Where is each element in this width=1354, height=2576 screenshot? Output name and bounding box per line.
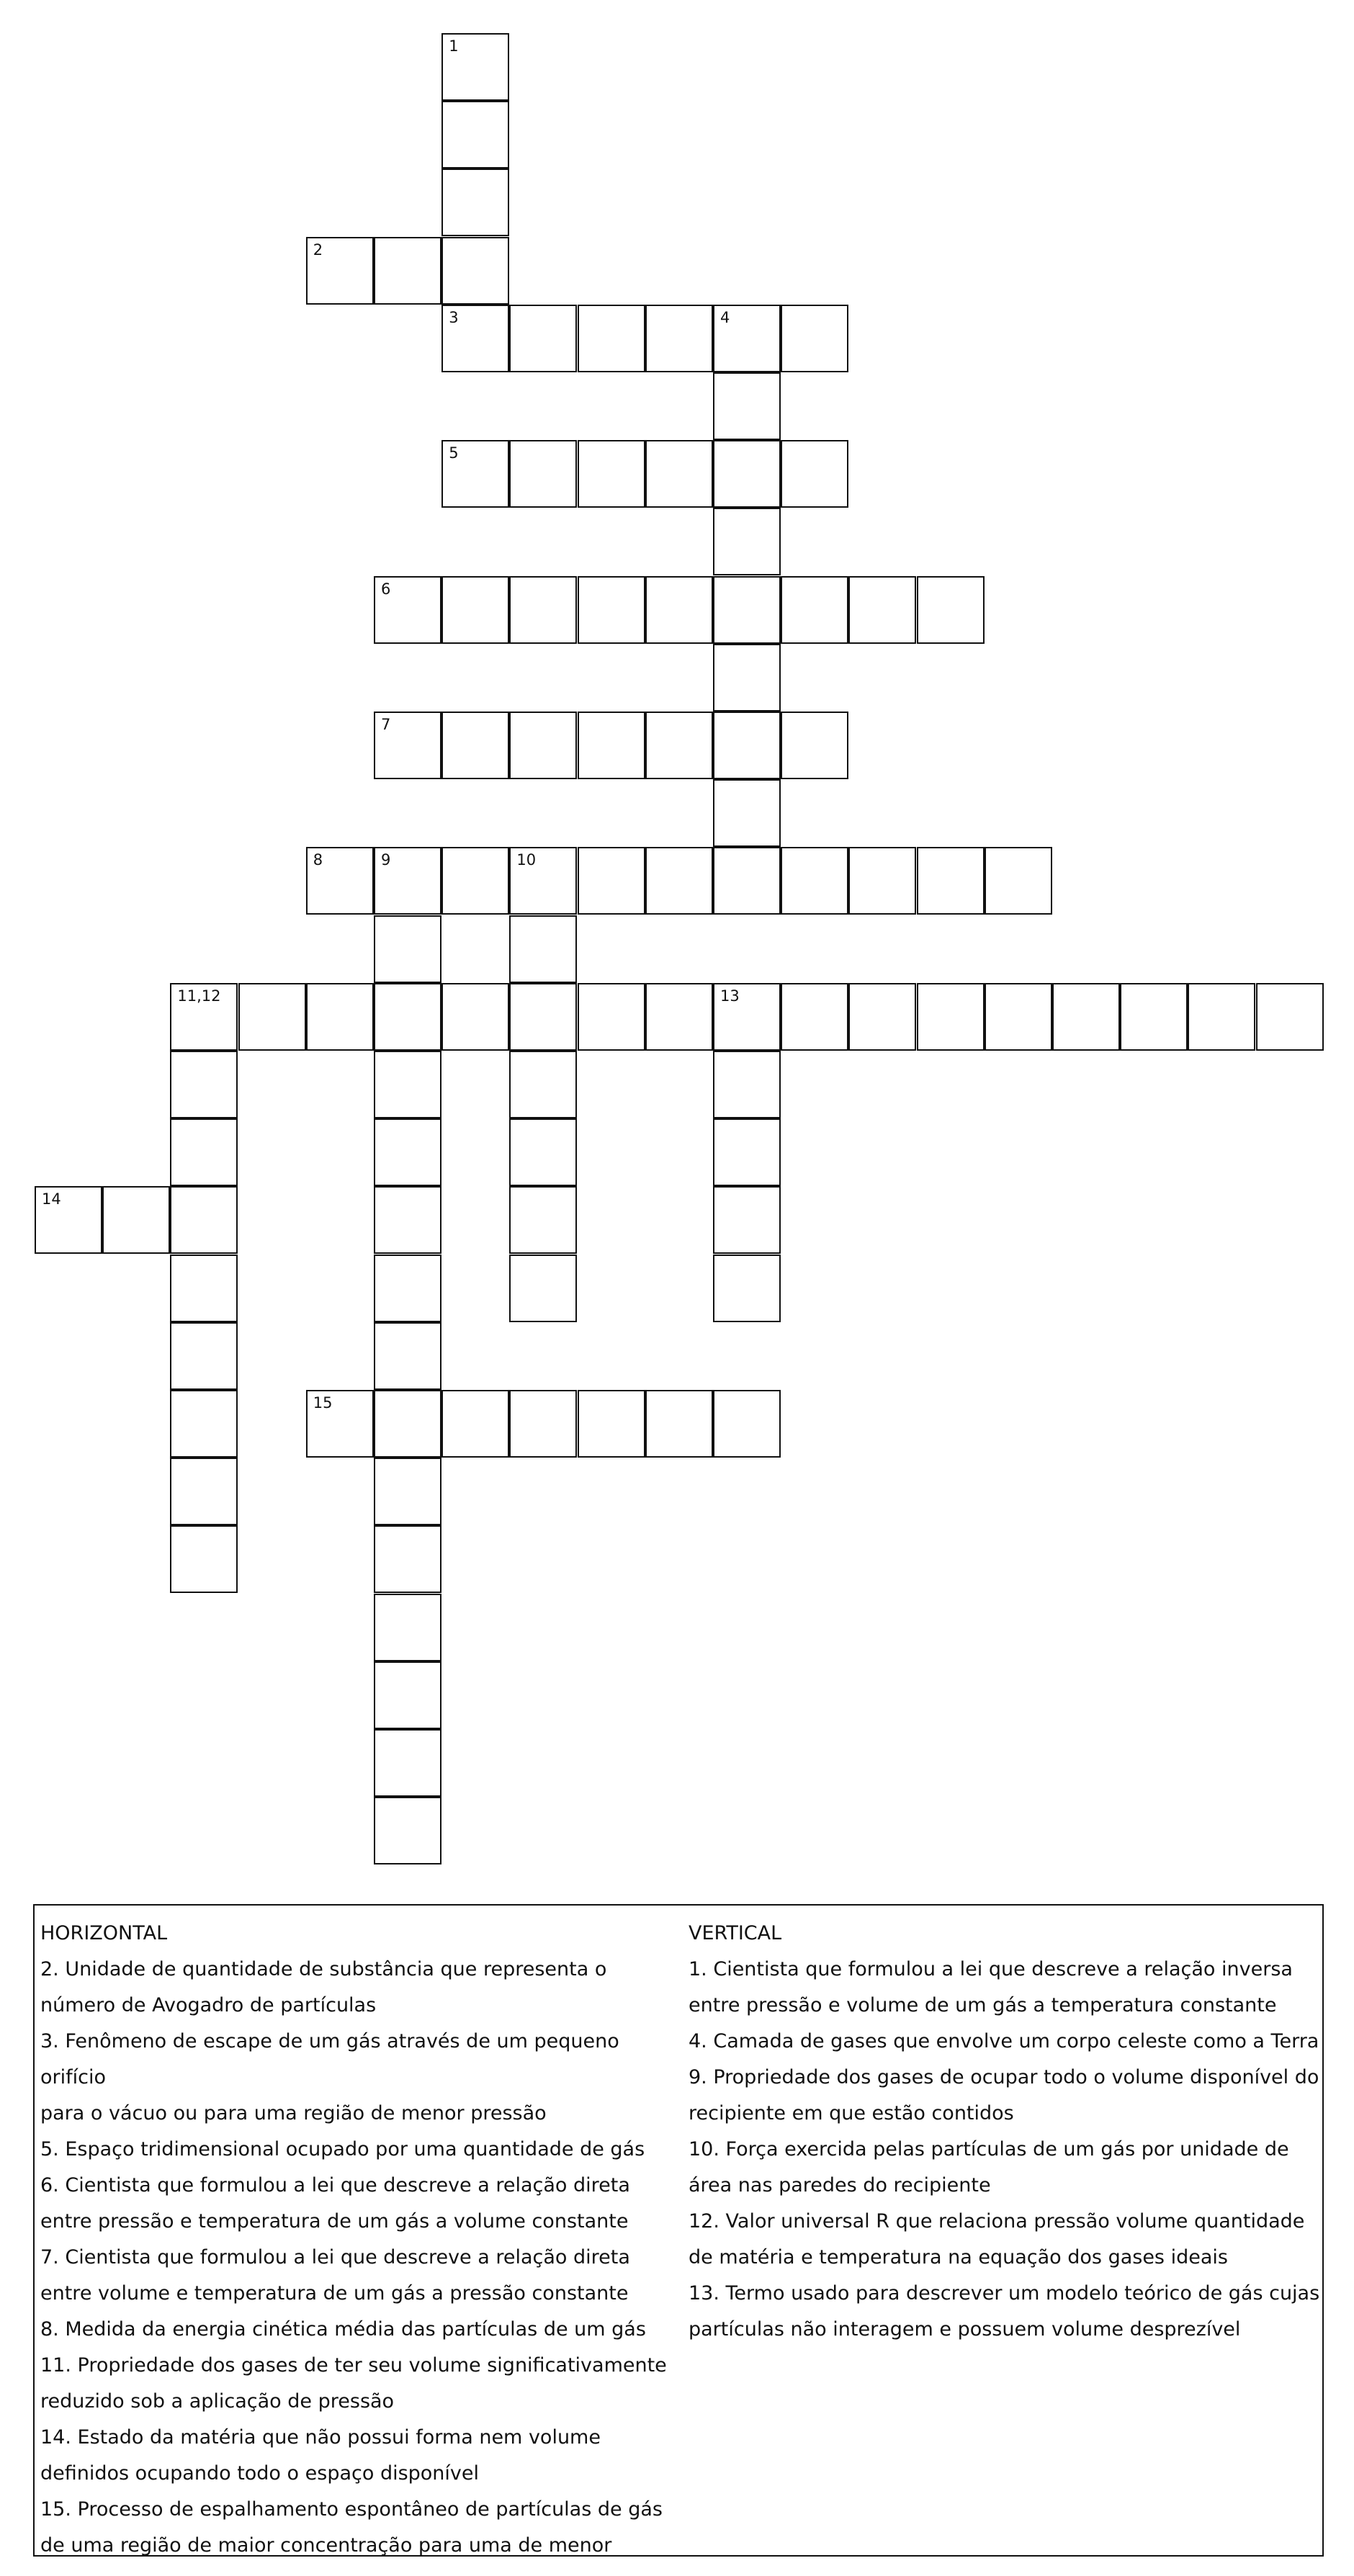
vertical-heading: VERTICAL <box>689 1922 782 1944</box>
grid-cell[interactable] <box>917 983 985 1051</box>
clue-line: para o vácuo ou para uma região de menor pressão <box>40 2102 547 2124</box>
clue-number: 3 <box>449 308 459 326</box>
clue-line: 13. Termo usado para descrever um modelo teórico de gás cujas <box>689 2282 1320 2305</box>
grid-cell[interactable] <box>170 1118 238 1186</box>
grid-cell[interactable] <box>781 440 848 508</box>
horizontal-clues <box>40 1916 674 2564</box>
clue-line: 11. Propriedade dos gases de ter seu volume significativamente <box>40 2354 667 2377</box>
clue-number: 13 <box>720 987 740 1005</box>
grid-cell[interactable] <box>509 305 577 372</box>
grid-cell[interactable] <box>374 915 441 983</box>
grid-cell[interactable] <box>645 440 713 508</box>
grid-cell[interactable] <box>713 1118 781 1186</box>
grid-cell[interactable] <box>578 847 645 915</box>
clue-line: 10. Força exercida pelas partículas de um gás por unidade de <box>689 2138 1289 2160</box>
clue-line: reduzido sob a aplicação de pressão <box>40 2390 395 2413</box>
grid-cell[interactable] <box>374 576 441 644</box>
grid-cell[interactable] <box>713 440 781 508</box>
grid-cell[interactable] <box>374 1525 441 1593</box>
grid-cell[interactable] <box>374 1186 441 1254</box>
grid-cell[interactable] <box>781 305 848 372</box>
grid-cell[interactable] <box>170 1051 238 1118</box>
grid-cell[interactable] <box>374 1322 441 1390</box>
clue-line: 3. Fenômeno de escape de um gás através de um pequeno orifício <box>40 2030 619 2088</box>
grid-cell[interactable] <box>1120 983 1188 1051</box>
grid-cell[interactable] <box>441 101 509 169</box>
clue-line: entre volume e temperatura de um gás a pressão constante <box>40 2282 629 2305</box>
clue-line: recipiente em que estão contidos <box>689 2102 1014 2124</box>
clue-line: 4. Camada de gases que envolve um corpo celeste como a Terra <box>689 2030 1319 2052</box>
clue-line: 8. Medida da energia cinética média das partículas de um gás <box>40 2318 646 2341</box>
clue-line: definidos ocupando todo o espaço disponível <box>40 2462 480 2485</box>
grid-cell[interactable] <box>578 983 645 1051</box>
grid-cell[interactable] <box>238 983 306 1051</box>
clue-line: 15. Processo de espalhamento espontâneo de partículas de gás <box>40 2498 663 2521</box>
grid-cell[interactable] <box>374 1594 441 1661</box>
grid-cell[interactable] <box>713 983 781 1051</box>
clue-line: de uma região de maior concentração para uma de menor <box>40 2534 612 2557</box>
grid-cell[interactable] <box>374 1797 441 1864</box>
grid-cell[interactable] <box>578 576 645 644</box>
clue-line: 2. Unidade de quantidade de substância que representa o <box>40 1958 607 1980</box>
grid-cell[interactable] <box>441 237 509 305</box>
grid-cell[interactable] <box>306 847 374 915</box>
grid-cell[interactable] <box>781 983 848 1051</box>
grid-cell[interactable] <box>170 1525 238 1593</box>
grid-cell[interactable] <box>441 983 509 1051</box>
grid-cell[interactable] <box>509 1186 577 1254</box>
grid-cell[interactable] <box>441 712 509 779</box>
grid-cell[interactable] <box>1188 983 1255 1051</box>
grid-cell[interactable] <box>170 1390 238 1458</box>
grid-cell[interactable] <box>917 576 985 644</box>
clue-number: 1 <box>449 37 459 55</box>
grid-cell[interactable] <box>713 1186 781 1254</box>
clue-number: 6 <box>381 580 391 598</box>
grid-cell[interactable] <box>170 1458 238 1525</box>
clue-number: 9 <box>381 851 391 869</box>
grid-cell[interactable] <box>985 847 1052 915</box>
clue-line: entre pressão e temperatura de um gás a volume constante <box>40 2210 629 2232</box>
grid-cell[interactable] <box>713 712 781 779</box>
grid-cell[interactable] <box>509 983 577 1051</box>
grid-cell[interactable] <box>713 576 781 644</box>
grid-cell[interactable] <box>713 1390 781 1458</box>
clue-line: de matéria e temperatura na equação dos gases ideais <box>689 2246 1228 2268</box>
grid-cell[interactable] <box>441 305 509 372</box>
grid-cell[interactable] <box>645 305 713 372</box>
grid-cell[interactable] <box>713 779 781 847</box>
grid-cell[interactable] <box>781 847 848 915</box>
grid-cell[interactable] <box>102 1186 170 1254</box>
grid-cell[interactable] <box>1256 983 1324 1051</box>
grid-cell[interactable] <box>578 712 645 779</box>
grid-cell[interactable] <box>306 983 374 1051</box>
clue-line: 5. Espaço tridimensional ocupado por uma quantidade de gás <box>40 2138 645 2160</box>
grid-cell[interactable] <box>35 1186 102 1254</box>
grid-cell[interactable] <box>578 440 645 508</box>
grid-cell[interactable] <box>645 1390 713 1458</box>
grid-cell[interactable] <box>713 305 781 372</box>
clue-number: 10 <box>516 851 537 869</box>
grid-cell[interactable] <box>170 983 238 1051</box>
grid-cell[interactable] <box>509 1390 577 1458</box>
grid-cell[interactable] <box>306 237 374 305</box>
clue-number: 2 <box>313 241 323 259</box>
vertical-clues <box>689 1916 1322 2348</box>
grid-cell[interactable] <box>374 712 441 779</box>
grid-cell[interactable] <box>713 372 781 440</box>
grid-cell[interactable] <box>917 847 985 915</box>
horizontal-heading: HORIZONTAL <box>40 1922 168 1944</box>
grid-cell[interactable] <box>848 847 916 915</box>
clue-number: 14 <box>42 1190 61 1208</box>
clue-line: partículas não interagem e possuem volume desprezível <box>689 2318 1241 2341</box>
clue-line: número de Avogadro de partículas <box>40 1994 377 2016</box>
grid-cell[interactable] <box>578 305 645 372</box>
clue-line: 12. Valor universal R que relaciona pressão volume quantidade <box>689 2210 1305 2232</box>
grid-cell[interactable] <box>441 440 509 508</box>
grid-cell[interactable] <box>374 237 441 305</box>
grid-cell[interactable] <box>509 847 577 915</box>
grid-cell[interactable] <box>713 644 781 712</box>
grid-cell[interactable] <box>170 1186 238 1254</box>
grid-cell[interactable] <box>306 1390 374 1458</box>
grid-cell[interactable] <box>645 712 713 779</box>
grid-cell[interactable] <box>441 169 509 236</box>
grid-cell[interactable] <box>374 1051 441 1118</box>
clue-line: 6. Cientista que formulou a lei que descreve a relação direta <box>40 2174 630 2196</box>
grid-cell[interactable] <box>441 847 509 915</box>
grid-cell[interactable] <box>781 576 848 644</box>
grid-cell[interactable] <box>374 1118 441 1186</box>
grid-cell[interactable] <box>441 33 509 101</box>
grid-cell[interactable] <box>645 847 713 915</box>
grid-cell[interactable] <box>578 1390 645 1458</box>
grid-cell[interactable] <box>509 712 577 779</box>
clue-number: 15 <box>313 1394 333 1412</box>
clue-line: área nas paredes do recipiente <box>689 2174 991 2196</box>
grid-cell[interactable] <box>713 508 781 575</box>
grid-cell[interactable] <box>374 1390 441 1458</box>
clue-number: 5 <box>449 444 459 462</box>
grid-cell[interactable] <box>374 1458 441 1525</box>
grid-cell[interactable] <box>713 847 781 915</box>
horizontal-clue-list <box>40 1952 674 2564</box>
grid-cell[interactable] <box>848 576 916 644</box>
grid-cell[interactable] <box>509 1118 577 1186</box>
grid-cell[interactable] <box>374 983 441 1051</box>
grid-cell[interactable] <box>509 440 577 508</box>
grid-cell[interactable] <box>781 712 848 779</box>
clue-line: 1. Cientista que formulou a lei que descreve a relação inversa <box>689 1958 1293 1980</box>
grid-cell[interactable] <box>509 915 577 983</box>
clue-number: 11,12 <box>177 987 221 1005</box>
clue-line: 9. Propriedade dos gases de ocupar todo o volume disponível do <box>689 2066 1319 2088</box>
clue-number: 7 <box>381 716 391 733</box>
grid-cell[interactable] <box>374 1729 441 1797</box>
vertical-clue-list <box>689 1952 1322 2348</box>
grid-cell[interactable] <box>713 1051 781 1118</box>
grid-cell[interactable] <box>713 1255 781 1322</box>
clue-line: entre pressão e volume de um gás a temperatura constante <box>689 1994 1277 2016</box>
grid-cell[interactable] <box>170 1322 238 1390</box>
clues-box <box>33 1904 1324 2557</box>
grid-cell[interactable] <box>170 1255 238 1322</box>
grid-cell[interactable] <box>441 1390 509 1458</box>
clue-line: 14. Estado da matéria que não possui forma nem volume <box>40 2426 601 2449</box>
grid-cell[interactable] <box>374 847 441 915</box>
grid-cell[interactable] <box>645 983 713 1051</box>
clue-number: 4 <box>720 308 730 326</box>
grid-cell[interactable] <box>509 1255 577 1322</box>
clue-number: 8 <box>313 851 323 869</box>
grid-cell[interactable] <box>848 983 916 1051</box>
grid-cell[interactable] <box>441 576 509 644</box>
grid-cell[interactable] <box>985 983 1052 1051</box>
grid-cell[interactable] <box>509 1051 577 1118</box>
clue-line: 7. Cientista que formulou a lei que descreve a relação direta <box>40 2246 630 2268</box>
grid-cell[interactable] <box>509 576 577 644</box>
grid-cell[interactable] <box>374 1255 441 1322</box>
grid-cell[interactable] <box>645 576 713 644</box>
grid-cell[interactable] <box>374 1661 441 1729</box>
grid-cell[interactable] <box>1052 983 1120 1051</box>
